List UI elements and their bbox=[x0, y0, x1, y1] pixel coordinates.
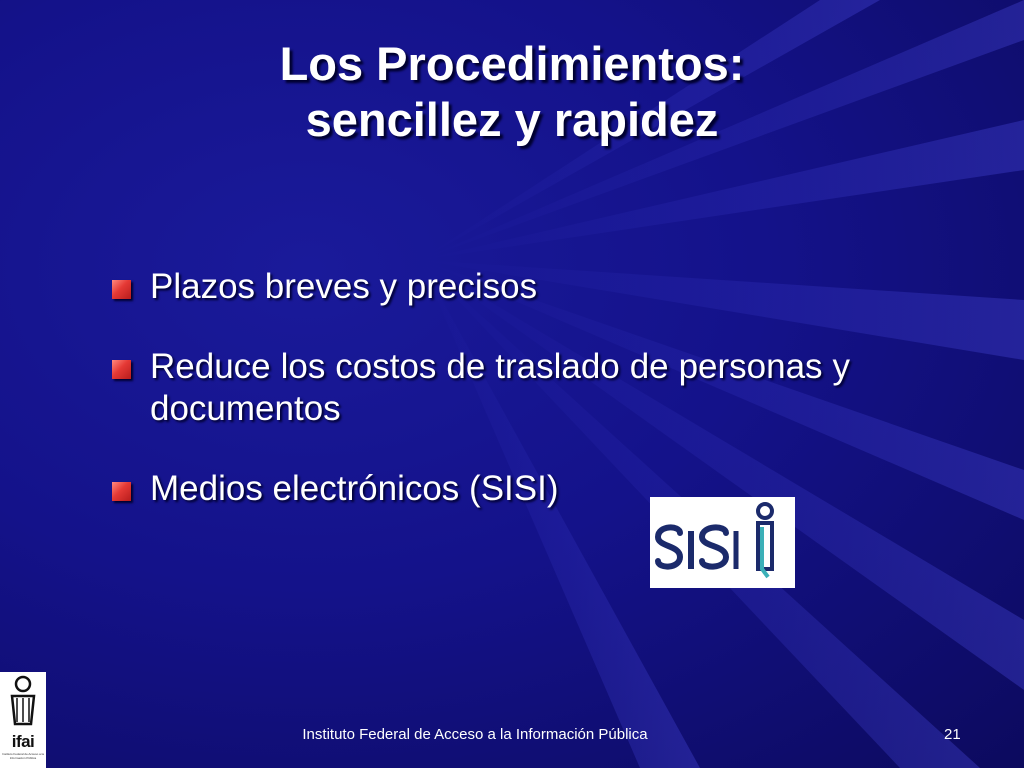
slide-title bbox=[0, 36, 1024, 148]
sisi-logo-graphic bbox=[650, 497, 795, 588]
bullet-list bbox=[110, 266, 850, 510]
sisi-logo bbox=[650, 497, 795, 588]
bullet-text: Medios electrónicos (SISI) bbox=[150, 469, 559, 508]
ifai-logo-subtext: Instituto Federal de Acceso a la Información Pública bbox=[2, 752, 44, 760]
bullet-item bbox=[110, 266, 850, 308]
bullet-square-icon bbox=[112, 360, 131, 379]
ifai-logo bbox=[0, 672, 46, 768]
bullet-square-icon bbox=[112, 280, 131, 299]
page-number: 21 bbox=[944, 726, 961, 743]
title-line-2: sencillez y rapidez bbox=[305, 93, 719, 146]
slide-footer: Instituto Federal de Acceso a la Información Pública bbox=[302, 726, 648, 743]
ifai-person-icon bbox=[0, 672, 46, 732]
ifai-logo-text: ifai bbox=[11, 732, 35, 751]
title-line-1: Los Procedimientos: bbox=[279, 37, 745, 90]
bullet-text: Plazos breves y precisos bbox=[150, 267, 538, 306]
bullet-square-icon bbox=[112, 482, 131, 501]
bullet-text: Reduce los costos de traslado de personas y documentos bbox=[150, 347, 850, 428]
bullet-item bbox=[110, 346, 850, 430]
